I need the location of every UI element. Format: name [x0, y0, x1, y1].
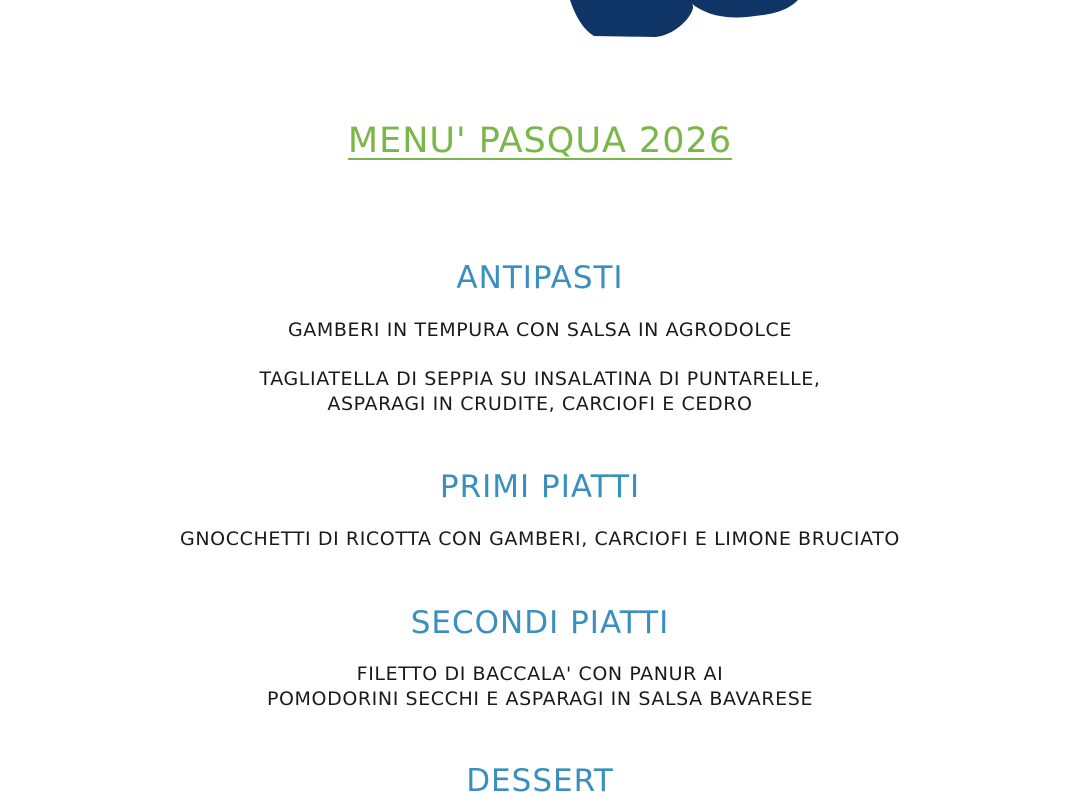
section-title-antipasti: ANTIPASTI	[456, 260, 624, 296]
menu-item-line: GAMBERI IN TEMPURA CON SALSA IN AGRODOLCE	[287, 319, 793, 341]
menu-item-line: FILETTO DI BACCALA' CON PANUR AI	[356, 663, 724, 685]
menu-item-line: GNOCCHETTI DI RICOTTA CON GAMBERI, CARCIOFI E LIMONE BRUCIATO	[180, 528, 900, 550]
section-title-dessert: DESSERT	[466, 763, 614, 799]
menu-item-primi-1	[0, 527, 1080, 552]
menu-item-secondi-1	[0, 662, 1080, 712]
section-title-primi-piatti: PRIMI PIATTI	[439, 469, 641, 505]
menu-title: MENU' PASQUA 2026	[347, 121, 733, 161]
menu-item-line: ASPARAGI IN CRUDITE, CARCIOFI E CEDRO	[327, 393, 753, 415]
menu-item-antipasti-1	[0, 318, 1080, 343]
menu-item-line: POMODORINI SECCHI E ASPARAGI IN SALSA BAVARESE	[266, 688, 814, 710]
restaurant-logo-icon	[560, 0, 810, 40]
section-title-secondi-piatti: SECONDI PIATTI	[410, 605, 670, 641]
menu-item-antipasti-2	[0, 367, 1080, 417]
menu-item-line: TAGLIATELLA DI SEPPIA SU INSALATINA DI PUNTARELLE,	[259, 368, 821, 390]
